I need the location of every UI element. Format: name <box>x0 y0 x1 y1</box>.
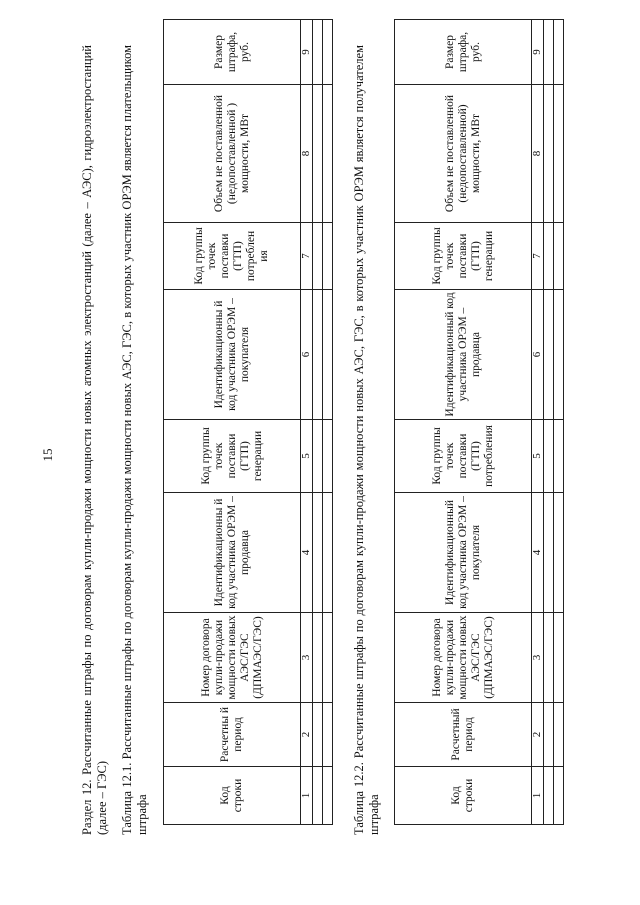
t2-empty-cell <box>544 20 554 85</box>
t2-number-row <box>532 20 544 825</box>
t2-num-9: 9 <box>532 20 544 85</box>
t2-header-fine: Размер штрафа, руб. <box>395 20 532 85</box>
t1-empty-cell <box>313 20 323 85</box>
t2-empty-cell <box>554 493 564 613</box>
t2-empty-cell <box>544 613 554 703</box>
t2-header-contract: Номер договора купли-продажи мощности новых АЭС/ГЭС (ДПМАЭС/ГЭС) <box>395 613 532 703</box>
t1-header-volume: Объем не поставленной (недопоставленной ) мощности, МВт <box>164 85 301 223</box>
t1-empty-cell <box>323 85 333 223</box>
t2-empty-cell <box>544 420 554 493</box>
t2-empty-row <box>544 20 554 825</box>
table-2-caption: Таблица 12.2. Рассчитанные штрафы по договорам купли-продажи мощности новых АЭС, ГЭС, в которых участник ОРЭМ является получателем штрафа <box>352 45 381 835</box>
t2-empty-cell <box>544 290 554 420</box>
t2-num-3: 3 <box>532 613 544 703</box>
t1-header-seller-id: Идентификационны й код участника ОРЭМ – продавца <box>164 493 301 613</box>
t2-num-5: 5 <box>532 420 544 493</box>
t2-empty-cell <box>544 223 554 290</box>
t1-num-8: 8 <box>301 85 313 223</box>
t2-header-gtp-generation: Код группы точек поставки (ГТП) генерации <box>395 223 532 290</box>
t2-empty-cell <box>554 420 564 493</box>
t1-empty-cell <box>313 767 323 825</box>
t2-header-volume: Объем не поставленной (недопоставленной) мощности, МВт <box>395 85 532 223</box>
t2-header-gtp-consumption: Код группы точек поставки (ГТП) потребления <box>395 420 532 493</box>
t1-empty-cell <box>313 85 323 223</box>
t1-num-5: 5 <box>301 420 313 493</box>
t2-header-seller-id: Идентификационный код участника ОРЭМ –продавца <box>395 290 532 420</box>
t2-empty-cell <box>554 85 564 223</box>
t1-empty-cell <box>323 703 333 767</box>
t2-empty-cell <box>554 290 564 420</box>
t1-empty-cell <box>313 493 323 613</box>
page-number: 15 <box>40 448 55 462</box>
t1-empty-row <box>323 20 333 825</box>
t1-num-1: 1 <box>301 767 313 825</box>
t1-empty-cell <box>323 493 333 613</box>
t1-num-6: 6 <box>301 290 313 420</box>
t2-header-code: Код строки <box>395 767 532 825</box>
t1-empty-cell <box>323 20 333 85</box>
t1-num-4: 4 <box>301 493 313 613</box>
section-heading: Раздел 12. Рассчитанные штрафы по договорам купли-продажи мощности новых атомных электростанций (далее – АЭС), гидроэлектростанций (далее – ГЭС) <box>80 45 109 835</box>
t2-num-7: 7 <box>532 223 544 290</box>
t1-empty-cell <box>323 420 333 493</box>
t2-header-buyer-id: Идентификационный код участника ОРЭМ –покупателя <box>395 493 532 613</box>
t2-empty-cell <box>554 703 564 767</box>
t1-header-period: Расчетны й период <box>164 703 301 767</box>
t2-num-4: 4 <box>532 493 544 613</box>
t1-empty-cell <box>323 290 333 420</box>
t1-num-9: 9 <box>301 20 313 85</box>
t1-empty-row <box>313 20 323 825</box>
t1-empty-cell <box>323 223 333 290</box>
t1-empty-cell <box>313 290 323 420</box>
t2-num-6: 6 <box>532 290 544 420</box>
t2-empty-cell <box>554 613 564 703</box>
t2-header-period: Расчетный период <box>395 703 532 767</box>
t1-empty-cell <box>323 613 333 703</box>
t2-empty-cell <box>554 223 564 290</box>
t2-num-1: 1 <box>532 767 544 825</box>
rotated-content <box>40 15 600 875</box>
t1-empty-cell <box>313 613 323 703</box>
t1-num-2: 2 <box>301 703 313 767</box>
t2-empty-cell <box>554 767 564 825</box>
table-1-caption: Таблица 12.1. Рассчитанные штрафы по договорам купли-продажи мощности новых АЭС, ГЭС, в которых участник ОРЭМ является плательщиком штрафа <box>120 45 149 835</box>
t2-empty-cell <box>554 20 564 85</box>
t1-header-code: Код строки <box>164 767 301 825</box>
t1-empty-cell <box>313 420 323 493</box>
t1-header-fine: Размер штрафа, руб. <box>164 20 301 85</box>
t2-empty-cell <box>544 767 554 825</box>
t1-header-gtp-generation: Код группы точек поставки (ГТП) генерации <box>164 420 301 493</box>
t2-empty-row <box>554 20 564 825</box>
t1-empty-cell <box>323 767 333 825</box>
t2-num-8: 8 <box>532 85 544 223</box>
t2-empty-cell <box>544 85 554 223</box>
t1-empty-cell <box>313 223 323 290</box>
table-2 <box>394 19 564 825</box>
t1-header-contract: Номер договора купли-продажи мощности новых АЭС/ГЭС (ДПМАЭС/ГЭС) <box>164 613 301 703</box>
t1-empty-cell <box>313 703 323 767</box>
t1-num-3: 3 <box>301 613 313 703</box>
t2-empty-cell <box>544 703 554 767</box>
table-1 <box>163 19 333 825</box>
t1-num-7: 7 <box>301 223 313 290</box>
t1-header-buyer-id: Идентификационны й код участника ОРЭМ – покупателя <box>164 290 301 420</box>
t1-number-row <box>301 20 313 825</box>
t1-header-gtp-consumption: Код группы точек поставки (ГТП) потреблен ия <box>164 223 301 290</box>
t2-empty-cell <box>544 493 554 613</box>
t2-num-2: 2 <box>532 703 544 767</box>
